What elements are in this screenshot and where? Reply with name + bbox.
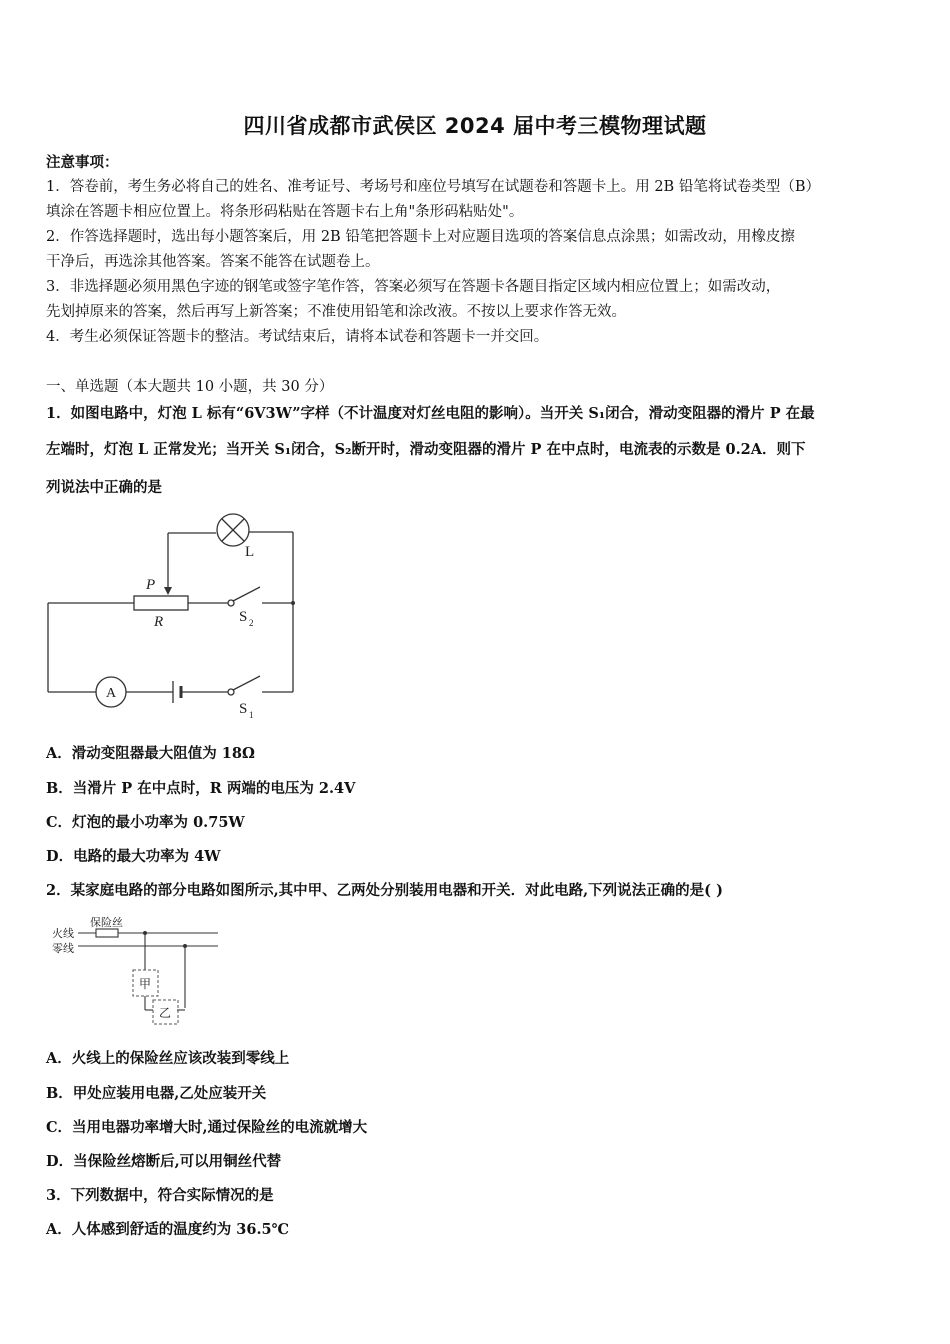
q1-circuit-diagram	[40, 505, 310, 730]
q1-option: B．当滑片 P 在中点时，R 两端的电压为 2.4V	[46, 780, 356, 797]
switch1-subscript: 1	[249, 710, 254, 720]
q2-stem: 2．某家庭电路的部分电路如图所示,其中甲、乙两处分别装用电器和开关．对此电路,下列说法正确的是( )	[46, 882, 723, 899]
q1-stem-line: 1．如图电路中，灯泡 L 标有“6V3W”字样（不计温度对灯丝电阻的影响）。当开关 S₁闭合，滑动变阻器的滑片 P 在最	[46, 405, 815, 422]
section-heading: 一、单选题（本大题共 10 小题，共 30 分）	[46, 379, 334, 395]
q1-option: C．灯泡的最小功率为 0.75W	[46, 814, 245, 831]
q1-option: D．电路的最大功率为 4W	[46, 848, 221, 865]
fuse-label: 保险丝	[90, 917, 123, 929]
switch2-label: S	[239, 609, 248, 625]
q3-option: A．人体感到舒适的温度约为 36.5℃	[46, 1221, 289, 1238]
notes-line: 4．考生必须保证答题卡的整洁。考试结束后，请将本试卷和答题卡一并交回。	[46, 329, 549, 345]
q1-stem-line: 左端时，灯泡 L 正常发光；当开关 S₁闭合，S₂断开时，滑动变阻器的滑片 P 在中点时，电流表的示数是 0.2A．则下	[46, 441, 806, 458]
q2-option: D．当保险丝熔断后,可以用铜丝代替	[46, 1153, 282, 1170]
page-title: 四川省成都市武侯区 2024 届中考三模物理试题	[243, 114, 707, 138]
neutral-wire-label: 零线	[52, 943, 74, 955]
lamp-label: L	[245, 544, 255, 560]
q2-option: C．当用电器功率增大时,通过保险丝的电流就增大	[46, 1119, 368, 1136]
jia-label: 甲	[139, 977, 152, 991]
notes-line: 填涂在答题卡相应位置上。将条形码粘贴在答题卡右上角"条形码粘贴处"。	[46, 204, 524, 220]
slider-label: P	[146, 577, 156, 593]
notes-line: 先划掉原来的答案，然后再写上新答案；不准使用铅笔和涂改液。不按以上要求作答无效。	[46, 304, 626, 320]
switch1-label: S	[239, 701, 248, 717]
q1-stem-line: 列说法中正确的是	[46, 479, 162, 496]
notes-line: 1．答卷前，考生务必将自己的姓名、准考证号、考场号和座位号填写在试题卷和答题卡上。用 2B 铅笔将试卷类型（B）	[46, 179, 820, 195]
q2-circuit-diagram	[50, 912, 230, 1032]
notes	[46, 150, 916, 350]
notes-line: 干净后，再选涂其他答案。答案不能答在试题卷上。	[46, 254, 380, 270]
switch2-subscript: 2	[249, 618, 254, 628]
live-wire-label: 火线	[52, 928, 74, 940]
ammeter-label: A	[106, 686, 117, 701]
notes-heading: 注意事项：	[46, 154, 119, 171]
notes-line: 2．作答选择题时，选出每小题答案后，用 2B 铅笔把答题卡上对应题目选项的答案信息点涂黑；如需改动，用橡皮擦	[46, 229, 795, 245]
q2-option: B．甲处应装用电器,乙处应装开关	[46, 1085, 267, 1102]
notes-line: 3．非选择题必须用黑色字迹的钢笔或签字笔作答，答案必须写在答题卡各题目指定区域内相应位置上；如需改动，	[46, 279, 781, 295]
q2-option: A．火线上的保险丝应该改装到零线上	[46, 1050, 290, 1067]
resistor-label: R	[154, 614, 164, 630]
q1-option: A．滑动变阻器最大阻值为 18Ω	[46, 745, 255, 762]
q3-stem: 3．下列数据中，符合实际情况的是	[46, 1187, 274, 1204]
yi-label: 乙	[159, 1006, 172, 1020]
